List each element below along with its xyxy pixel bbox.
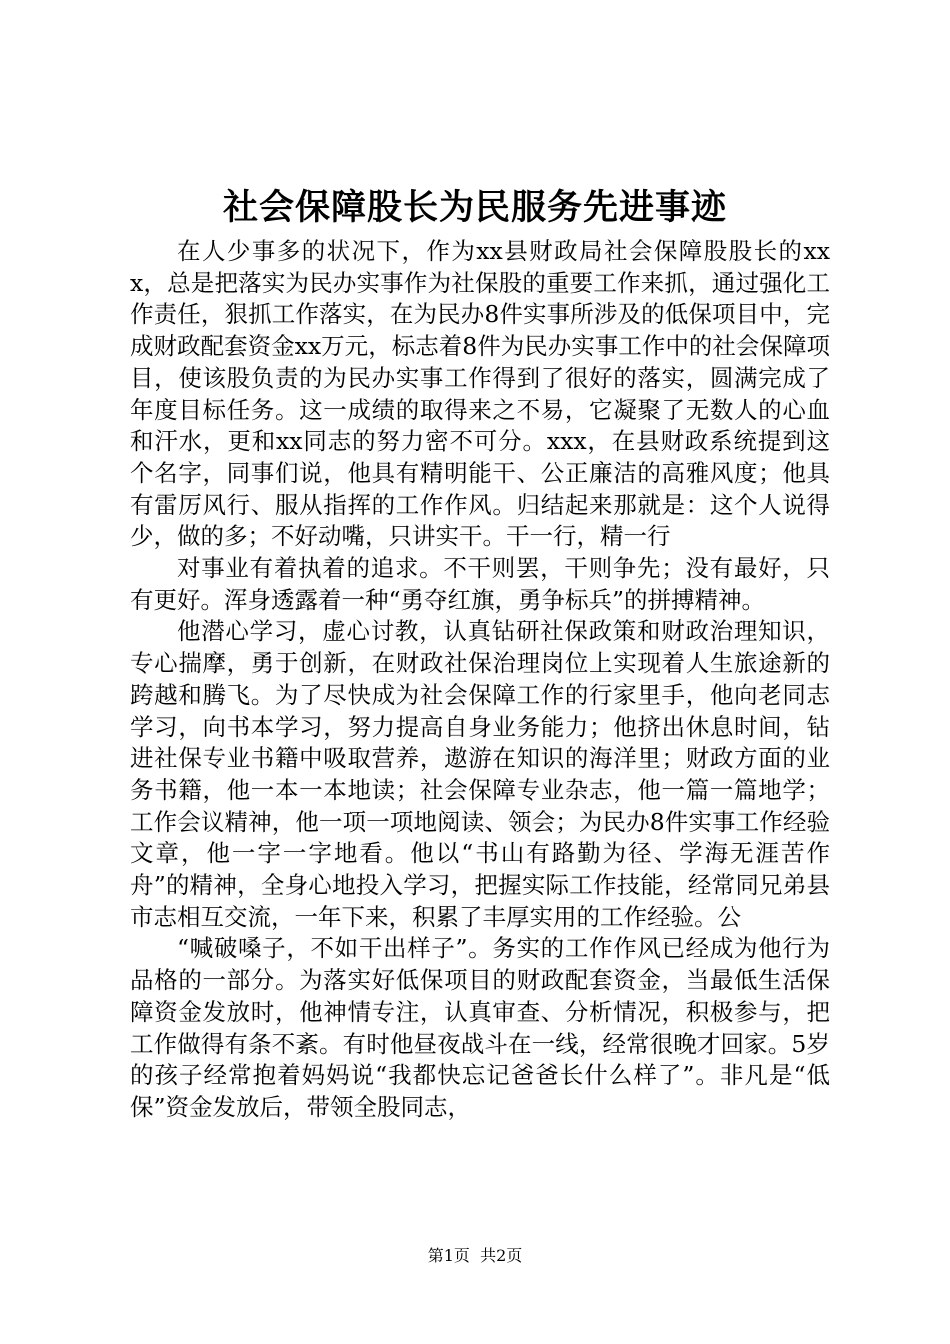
paragraph: 对事业有着执着的追求。不干则罢，干则争先；没有最好，只有更好。浑身透露着一种“勇夺红旗，勇争标兵”的拼搏精神。	[130, 554, 830, 614]
page-number-total: 共2页	[480, 1246, 523, 1265]
document-body	[130, 236, 830, 1124]
page-footer	[0, 1246, 950, 1266]
document-title: 社会保障股长为民服务先进事迹	[222, 187, 727, 228]
paragraph: 在人少事多的状况下，作为xx县财政局社会保障股股长的xxx，总是把落实为民办实事作为社保股的重要工作来抓，通过强化工作责任，狠抓工作落实，在为民办8件实事所涉及的低保项目中，完成财政配套资金xx万元，标志着8件为民办实事工作中的社会保障项目，使该股负责的为民办实事工作得到了很好的落实，圆满完成了年度目标任务。这一成绩的取得来之不易，它凝聚了无数人的心血和汗水，更和xx同志的努力密不可分。xxx，在县财政系统提到这个名字，同事们说，他具有精明能干、公正廉洁的高雅风度；他具有雷厉风行、服从指挥的工作作风。归结起来那就是：这个人说得少，做的多；不好动嘴，只讲实干。干一行，精一行	[130, 237, 830, 551]
paragraph: 他潜心学习，虚心讨教，认真钻研社保政策和财政治理知识，专心揣摩，勇于创新，在财政社保治理岗位上实现着人生旅途新的跨越和腾飞。为了尽快成为社会保障工作的行家里手，他向老同志学习，向书本学习，努力提高自身业务能力；他挤出休息时间，钻进社保专业书籍中吸取营养，遨游在知识的海洋里；财政方面的业务书籍，他一本一本地读；社会保障专业杂志，他一篇一篇地学；工作会议精神，他一项一项地阅读、领会；为民办8件实事工作经验文章，他一字一字地看。他以“书山有路勤为径、学海无涯苦作舟”的精神，全身心地投入学习，把握实际工作技能，经常同兄弟县市志相互交流，一年下来，积累了丰厚实用的工作经验。公	[130, 617, 830, 931]
paragraph: “喊破嗓子，不如干出样子”。务实的工作作风已经成为他行为品格的一部分。为落实好低保项目的财政配套资金，当最低生活保障资金发放时，他神情专注，认真审查、分析情况，积极参与，把工作做得有条不紊。有时他昼夜战斗在一线，经常很晚才回家。5岁的孩子经常抱着妈妈说“我都快忘记爸爸长什么样了”。非凡是“低保”资金发放后，带领全股同志，	[130, 934, 830, 1121]
page-number-current: 第1页	[427, 1246, 470, 1265]
